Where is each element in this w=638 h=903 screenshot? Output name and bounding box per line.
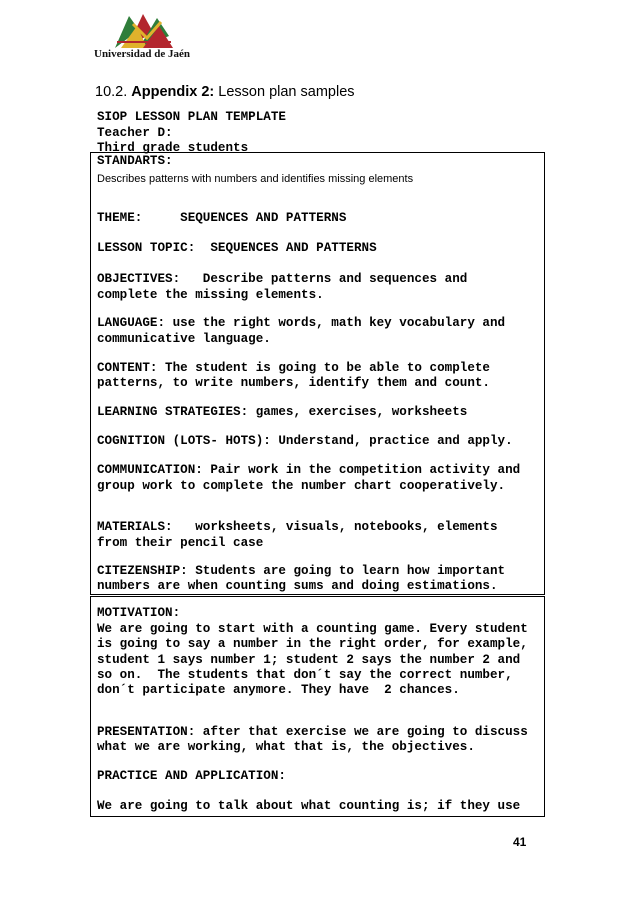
motivation-line-1: We are going to start with a counting game. Every student [97, 622, 528, 636]
section-rest: Lesson plan samples [218, 84, 355, 100]
content-line-1: CONTENT: The student is going to be able to complete [97, 361, 490, 375]
learning-strategies-line: LEARNING STRATEGIES: games, exercises, worksheets [97, 405, 468, 419]
motivation-line-4: so on. The students that don´t say the correct number, [97, 668, 513, 682]
objectives-line-2: complete the missing elements. [97, 288, 324, 302]
cognition-line: COGNITION (LOTS- HOTS): Understand, practice and apply. [97, 434, 513, 448]
template-title: SIOP LESSON PLAN TEMPLATE [97, 110, 286, 124]
intro-block [97, 110, 557, 157]
teacher-label: Teacher D: [97, 125, 173, 140]
presentation-line-2: what we are working, what that is, the objectives. [97, 740, 475, 754]
institution-name: Universidad de Jaén [94, 48, 190, 60]
communication-line-2: group work to complete the number chart cooperatively. [97, 479, 506, 493]
section-title [95, 84, 355, 100]
grade-label: Third grade students [97, 141, 249, 155]
materials-line-1: MATERIALS: worksheets, visuals, notebooks, elements [97, 520, 498, 534]
lesson-procedure-box [90, 596, 545, 817]
motivation-label: MOTIVATION: [97, 606, 181, 620]
motivation-line-3: student 1 says number 1; student 2 says the number 2 and [97, 653, 521, 667]
practice-label: PRACTICE AND APPLICATION: [97, 769, 286, 783]
motivation-line-2: is going to say a number in the right order, for example, [97, 637, 528, 651]
content-line-2: patterns, to write numbers, identify them and count. [97, 376, 490, 390]
citizenship-line-1: CITEZENSHIP: Students are going to learn how important [97, 564, 506, 578]
materials-line-2: from their pencil case [97, 536, 264, 550]
practice-line-1: We are going to talk about what counting is; if they use [97, 799, 521, 813]
citizenship-line-2: numbers are when counting sums and doing estimations. [97, 579, 498, 593]
language-line-1: LANGUAGE: use the right words, math key vocabulary and [97, 316, 506, 330]
communication-line-1: COMMUNICATION: Pair work in the competition activity and [97, 463, 521, 477]
motivation-line-5: don´t participate anymore. They have 2 chances. [97, 683, 460, 697]
standarts-label: STANDARTS: [97, 154, 173, 168]
section-number: 10.2. [95, 84, 128, 100]
university-logo [113, 12, 175, 50]
language-line-2: communicative language. [97, 332, 271, 346]
standarts-text: Describes patterns with numbers and identifies missing elements [97, 173, 414, 185]
topic-line: LESSON TOPIC: SEQUENCES AND PATTERNS [97, 241, 377, 255]
section-bold: Appendix 2: [131, 84, 215, 100]
presentation-line-1: PRESENTATION: after that exercise we are going to discuss [97, 725, 528, 739]
page-number: 41 [513, 835, 527, 849]
theme-line: THEME: SEQUENCES AND PATTERNS [97, 211, 347, 225]
lesson-plan-box [90, 152, 545, 595]
objectives-line-1: OBJECTIVES: Describe patterns and sequences and [97, 272, 468, 286]
